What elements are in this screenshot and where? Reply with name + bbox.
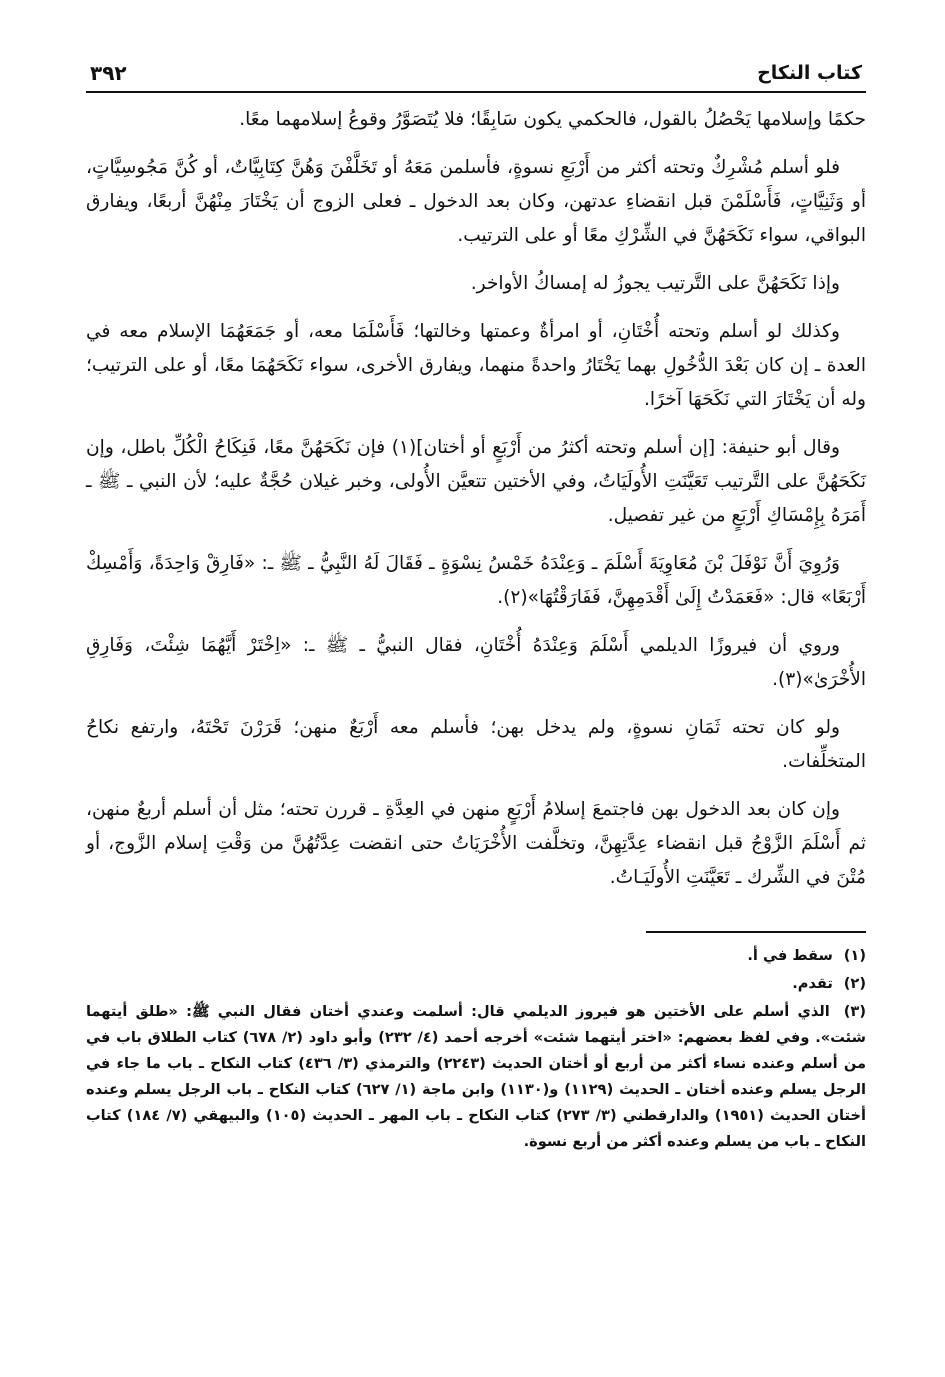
footnote-text: تقدم. <box>792 975 833 992</box>
paragraph: وكذلك لو أسلم وتحته أُخْتَانِ، أو امرأةٌ وعمتها وخالتها؛ فَأَسْلَمَا معه، أو جَمَعَهُمَا الإسلام معه في العدة ـ إن كان بَعْدَ الدُّخُولِ بهما يَخْتَارُ واحدةً منهما، ويفارق الأخرى، سواء نَكَحَهُمَا معًا، أو على الترتيب؛ وله أن يَخْتَارَ التي نَكَحَهَا آخرًا. <box>86 321 866 410</box>
footnote <box>86 971 866 997</box>
footnote <box>86 999 866 1155</box>
book-page <box>86 58 866 1358</box>
footnote-number: (٣) <box>843 1003 866 1020</box>
paragraph: وقال أبو حنيفة: [إن أسلم وتحته أكثرُ من أَرْبَعٍ أو أختان](١) فإن نَكَحَهُنَّ معًا، فَنِكَاحُ الْكُلِّ باطل، وإن نَكَحَهُنَّ على التَّرتيب تَعَيَّنَتِ الأُولَيَاتُ، وفي الأختين تتعيَّن الأُولى، وخبر غيلان حُجَّةٌ عليه؛ لأن النبي ـ ﷺ ـ أَمَرَهُ بِإِمْسَاكِ أَرْبَعٍ من غير تفصيل. <box>86 437 866 526</box>
page-header <box>86 58 866 93</box>
paragraph: وإن كان بعد الدخول بهن فاجتمعَ إسلامُ أَرْبَعٍ منهن في العِدَّةِ ـ قررن تحته؛ مثل أن أسلم أربعٌ منهن، ثم أَسْلَمَ الزَّوْجُ قبل انقضاء عِدَّتِهِنَّ، وتخلَّفت الأُخْرَيَاتُ حتى انقضت عِدَّتُهُنَّ من وَقْتِ إسلام الزَّوج، أو مُتْنَ في الشِّرك ـ تَعَيَّنَتِ الأُولَيَـاتُ. <box>86 799 866 888</box>
footnote-divider <box>646 931 866 933</box>
running-title: كتاب النكاح <box>757 62 866 84</box>
paragraph: حكمًا وإسلامها يَحْصُلُ بالقول، فالحكمي يكون سَابِقًا؛ فلا يُتَصَوَّرُ وقوعُ إسلامهما معًا. <box>239 109 866 130</box>
footnote-text: الذي أسلم على الأختين هو فيروز الديلمي قال: أسلمت وعندي أختان فقال النبي ﷺ: «طلق أيتهما شئت». وفي لفظ بعضهم: «اختر أيتهما شئت» أخرجه أحمد (٤/ ٢٣٢) وأبو داود (٢/ ٦٧٨) كتاب الطلاق باب في من أسلم وعنده نساء أكثر من أربع أو أختان الحديث (٢٢٤٣) والترمذي (٣/ ٤٣٦) كتاب النكاح ـ باب ما جاء في الرجل يسلم وعنده أختان ـ الحديث (١١٢٩) و(١١٣٠) وابن ماجة (١/ ٦٢٧) كتاب النكاح ـ باب الرجل يسلم وعنده أختان الحديث (١٩٥١) والدارقطني (٣/ ٢٧٣) كتاب النكاح ـ باب المهر ـ الحديث (١٠٥) والبيهقي (٧/ ١٨٤) كتاب النكاح ـ باب من يسلم وعنده أكثر من أربع نسوة. <box>86 1003 867 1150</box>
footnote <box>86 943 866 969</box>
paragraph: فلو أسلم مُشْرِكٌ وتحته أكثر من أَرْبَعِ نسوةٍ، فأسلمن مَعَهُ أو تَخَلَّفْنَ وَهُنَّ كِتَابِيَّاتٌ، أو كُنَّ مَجُوسِيَّاتٍ، أو وَثَنِيَّاتٍ، فَأَسْلَمْنَ قبل انقضاءِ عدتهن، وكان بعد الدخول ـ فعلى الزوج أن يَخْتَارَ مِنْهُنَّ أربعًا، ويفارق البواقي، سواء نَكَحَهُنَّ في الشِّرْكِ معًا أو على الترتيب. <box>86 157 866 246</box>
paragraph: وروي أن فيروزًا الديلمي أَسْلَمَ وَعِنْدَهُ أُخْتَانِ، فقال النبيُّ ـ ﷺ ـ: «اِخْتَرْ أَيَّهُمَا شِئْتَ، وَفَارِقِ الأُخْرَىٰ»(٣). <box>86 635 866 690</box>
footnote-number: (٢) <box>843 975 866 992</box>
main-text <box>86 103 866 895</box>
footnotes <box>86 943 866 1155</box>
footnote-number: (١) <box>843 947 866 964</box>
paragraph: ولو كان تحته ثَمَانِ نسوةٍ، ولم يدخل بهن؛ فأسلم معه أَرْبَعٌ منهن؛ قَرَرْنَ تَحْتَهُ، وارتفع نكاحُ المتخلِّفات. <box>86 717 866 772</box>
paragraph: وَرُوِيَ أَنَّ نَوْفَلَ بْنَ مُعَاوِيَةَ أَسْلَمَ ـ وَعِنْدَهُ خَمْسُ نِسْوَةٍ ـ فَقَالَ لَهُ النَّبِيُّ ـ ﷺ ـ: «فَارِقْ وَاحِدَةً، وَأَمْسِكْ أَرْبَعًا» قال: «فَعَمَدْتُ إِلَىٰ أَقْدَمِهِنَّ، فَفَارَقْتُهَا»(٢). <box>86 553 866 608</box>
page-number: ٣٩٢ <box>86 61 127 85</box>
footnote-text: سقط في أ. <box>747 947 833 964</box>
paragraph: وإذا نَكَحَهُنَّ على التَّرتيب يجوزُ له إمساكُ الأواخر. <box>470 273 840 294</box>
